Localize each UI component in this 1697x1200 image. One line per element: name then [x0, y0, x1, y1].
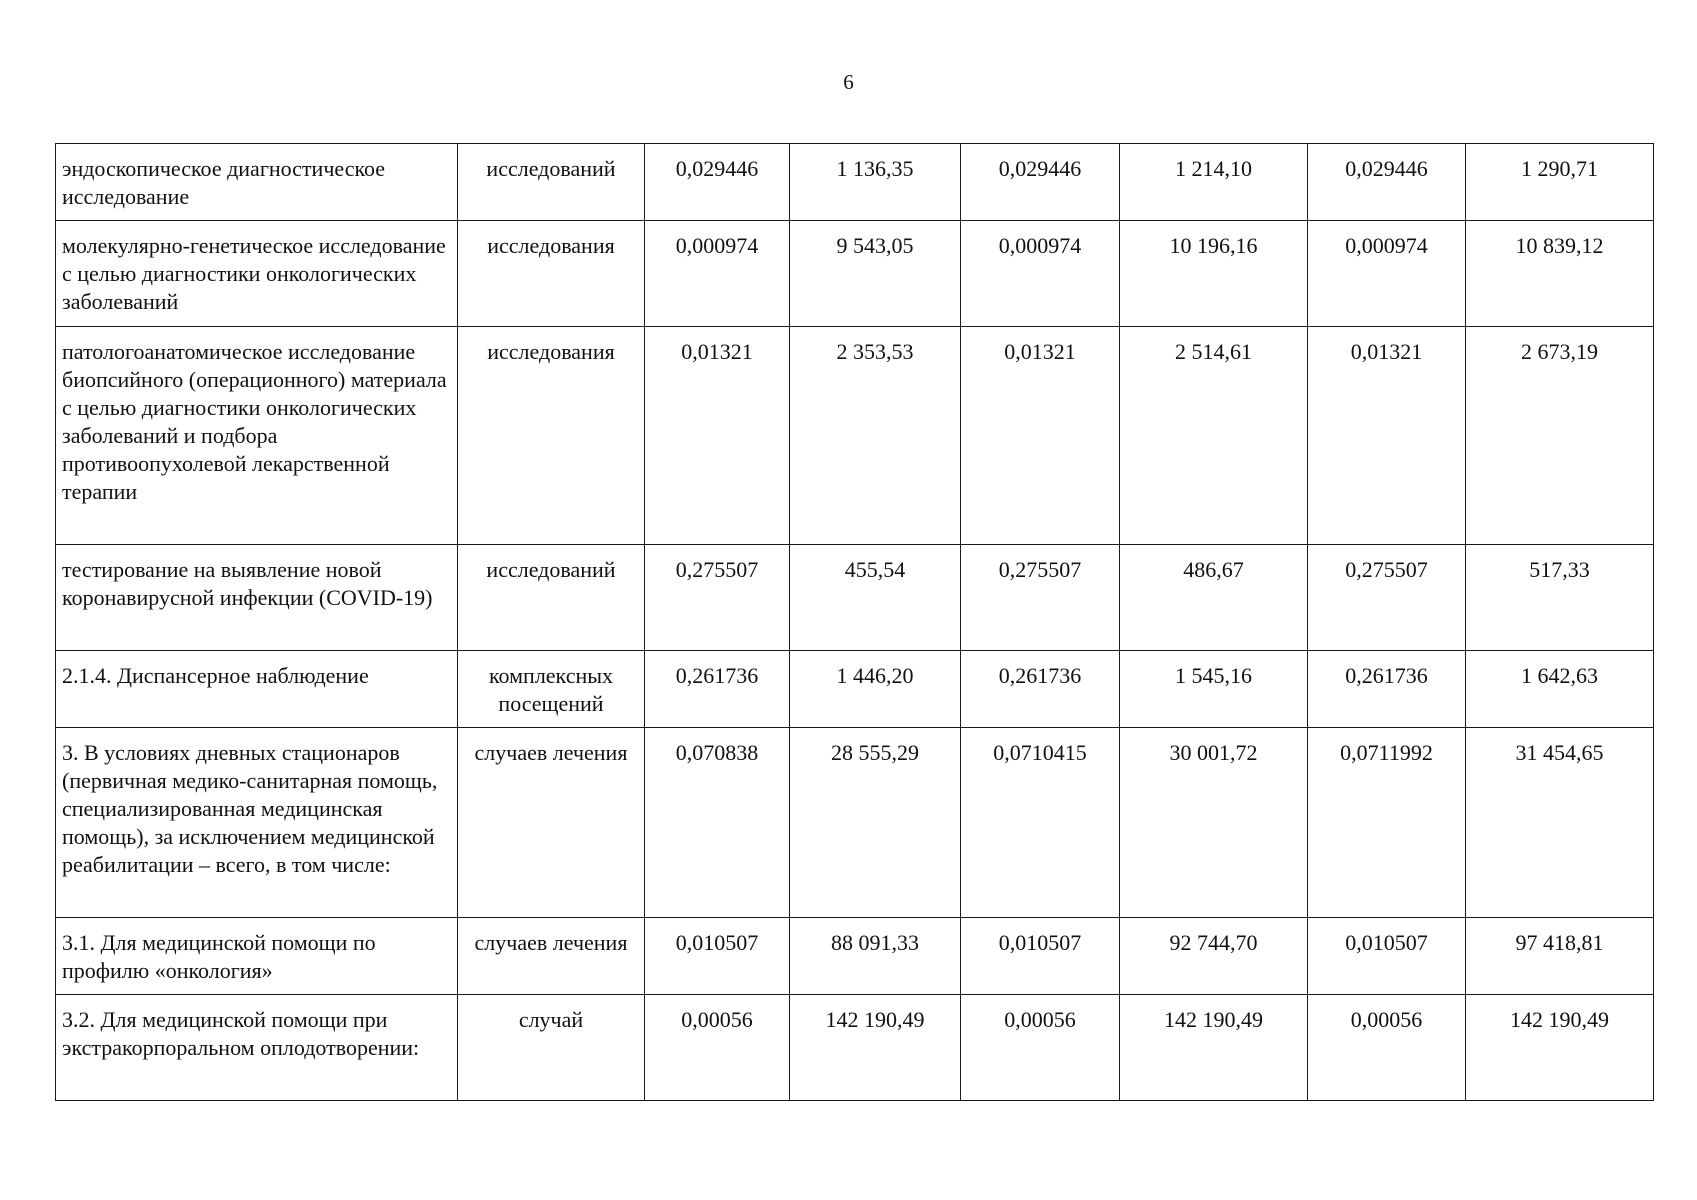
value-cell: 0,029446	[645, 144, 790, 221]
row-name-cell: молекулярно-генетическое исследование с целью диагностики онкологических заболеваний	[56, 221, 458, 327]
value-cell: 1 642,63	[1466, 651, 1654, 728]
value-cell: 88 091,33	[790, 918, 961, 995]
value-cell: 1 214,10	[1120, 144, 1308, 221]
value-cell: 0,01321	[645, 327, 790, 545]
row-name-cell: 3.1. Для медицинской помощи по профилю «онкология»	[56, 918, 458, 995]
table-row	[56, 545, 1654, 651]
value-cell: 9 543,05	[790, 221, 961, 327]
table-row	[56, 728, 1654, 918]
unit-cell: случаев лечения	[458, 918, 645, 995]
table-row	[56, 651, 1654, 728]
value-cell: 1 446,20	[790, 651, 961, 728]
unit-cell: случай	[458, 995, 645, 1101]
value-cell: 1 290,71	[1466, 144, 1654, 221]
row-name-cell: 3. В условиях дневных стационаров (первичная медико-санитарная помощь, специализированная медицинская помощь), за исключением медицинской реабилитации – всего, в том числе:	[56, 728, 458, 918]
value-cell: 0,00056	[1308, 995, 1466, 1101]
value-cell: 1 545,16	[1120, 651, 1308, 728]
value-cell: 0,275507	[961, 545, 1120, 651]
value-cell: 0,000974	[645, 221, 790, 327]
table-row	[56, 221, 1654, 327]
value-cell: 1 136,35	[790, 144, 961, 221]
row-name-cell: 3.2. Для медицинской помощи при экстракорпоральном оплодотворении:	[56, 995, 458, 1101]
value-cell: 2 353,53	[790, 327, 961, 545]
table-row	[56, 144, 1654, 221]
row-name-cell: патологоанатомическое исследование биопсийного (операционного) материала с целью диагностики онкологических заболеваний и подбора противоопухолевой лекарственной терапии	[56, 327, 458, 545]
row-name-cell: тестирование на выявление новой коронавирусной инфекции (COVID-19)	[56, 545, 458, 651]
unit-cell: исследований	[458, 545, 645, 651]
value-cell: 0,01321	[961, 327, 1120, 545]
table-row	[56, 918, 1654, 995]
value-cell: 0,029446	[1308, 144, 1466, 221]
value-cell: 517,33	[1466, 545, 1654, 651]
value-cell: 30 001,72	[1120, 728, 1308, 918]
value-cell: 0,01321	[1308, 327, 1466, 545]
value-cell: 142 190,49	[1120, 995, 1308, 1101]
table-row	[56, 995, 1654, 1101]
value-cell: 10 839,12	[1466, 221, 1654, 327]
value-cell: 92 744,70	[1120, 918, 1308, 995]
value-cell: 0,261736	[961, 651, 1120, 728]
table-row	[56, 327, 1654, 545]
value-cell: 142 190,49	[1466, 995, 1654, 1101]
value-cell: 2 673,19	[1466, 327, 1654, 545]
value-cell: 455,54	[790, 545, 961, 651]
value-cell: 0,070838	[645, 728, 790, 918]
value-cell: 28 555,29	[790, 728, 961, 918]
value-cell: 97 418,81	[1466, 918, 1654, 995]
value-cell: 2 514,61	[1120, 327, 1308, 545]
row-name-cell: 2.1.4. Диспансерное наблюдение	[56, 651, 458, 728]
value-cell: 0,275507	[645, 545, 790, 651]
value-cell: 0,000974	[1308, 221, 1466, 327]
value-cell: 31 454,65	[1466, 728, 1654, 918]
value-cell: 0,0710415	[961, 728, 1120, 918]
value-cell: 0,261736	[1308, 651, 1466, 728]
row-name-cell: эндоскопическое диагностическое исследование	[56, 144, 458, 221]
value-cell: 0,029446	[961, 144, 1120, 221]
unit-cell: случаев лечения	[458, 728, 645, 918]
value-cell: 0,000974	[961, 221, 1120, 327]
value-cell: 0,0711992	[1308, 728, 1466, 918]
table-body	[56, 144, 1654, 1101]
value-cell: 10 196,16	[1120, 221, 1308, 327]
unit-cell: исследования	[458, 221, 645, 327]
norms-table	[55, 143, 1654, 1101]
value-cell: 0,00056	[645, 995, 790, 1101]
value-cell: 0,010507	[1308, 918, 1466, 995]
value-cell: 0,010507	[645, 918, 790, 995]
page-number: 6	[843, 70, 854, 94]
value-cell: 486,67	[1120, 545, 1308, 651]
value-cell: 0,010507	[961, 918, 1120, 995]
value-cell: 0,275507	[1308, 545, 1466, 651]
unit-cell: исследования	[458, 327, 645, 545]
value-cell: 0,261736	[645, 651, 790, 728]
unit-cell: исследований	[458, 144, 645, 221]
value-cell: 0,00056	[961, 995, 1120, 1101]
unit-cell: комплексных посещений	[458, 651, 645, 728]
value-cell: 142 190,49	[790, 995, 961, 1101]
